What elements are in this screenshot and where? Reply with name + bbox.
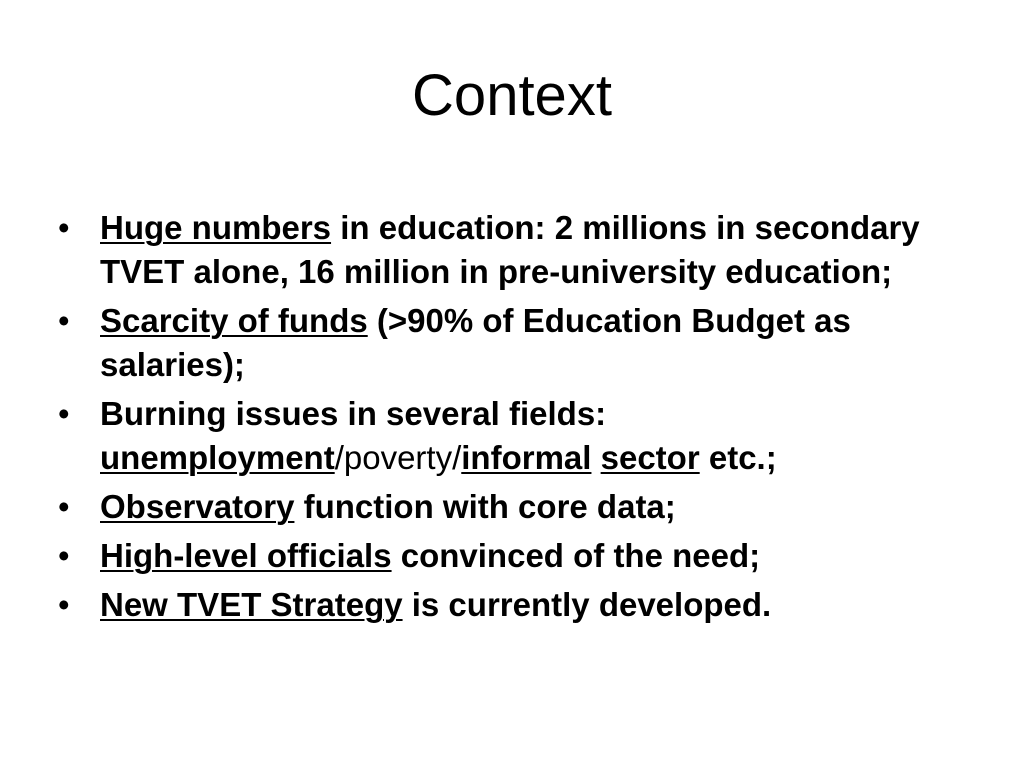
bullet-text: in education: 2 millions in secondary TVET alone, 16 million in pre-university education;: [100, 209, 920, 290]
bullet-emphasis: sector: [600, 439, 700, 476]
bullet-text: etc.;: [699, 439, 777, 476]
bullet-emphasis: Scarcity of funds: [100, 302, 368, 339]
bullet-marker: •: [58, 209, 70, 246]
bullet-emphasis: unemployment: [100, 439, 335, 476]
bullet-item: [58, 206, 978, 294]
bullet-item: [58, 583, 978, 627]
bullet-item: [58, 392, 978, 480]
slide-title: Context: [412, 63, 612, 128]
bullet-item: [58, 299, 978, 387]
bullet-list: [58, 206, 978, 632]
bullet-item: [58, 534, 978, 578]
bullet-text: is currently developed.: [402, 586, 772, 623]
bullet-text: [591, 439, 600, 476]
bullet-marker: •: [58, 302, 70, 339]
bullet-text: convinced of the need;: [391, 537, 761, 574]
bullet-emphasis: informal: [461, 439, 592, 476]
bullet-emphasis: Huge numbers: [100, 209, 332, 246]
bullet-marker: •: [58, 395, 70, 432]
bullet-item: [58, 485, 978, 529]
bullet-text: function with core data;: [294, 488, 676, 525]
bullet-marker: •: [58, 537, 70, 574]
bullet-text: Burning issues in several fields:: [100, 395, 607, 432]
bullet-text: /poverty/: [334, 439, 462, 476]
bullet-marker: •: [58, 586, 70, 623]
bullet-emphasis: New TVET Strategy: [100, 586, 403, 623]
bullet-marker: •: [58, 488, 70, 525]
bullet-emphasis: High-level officials: [100, 537, 392, 574]
bullet-text: (>90% of Education Budget as salaries);: [100, 302, 851, 383]
bullet-emphasis: Observatory: [100, 488, 295, 525]
